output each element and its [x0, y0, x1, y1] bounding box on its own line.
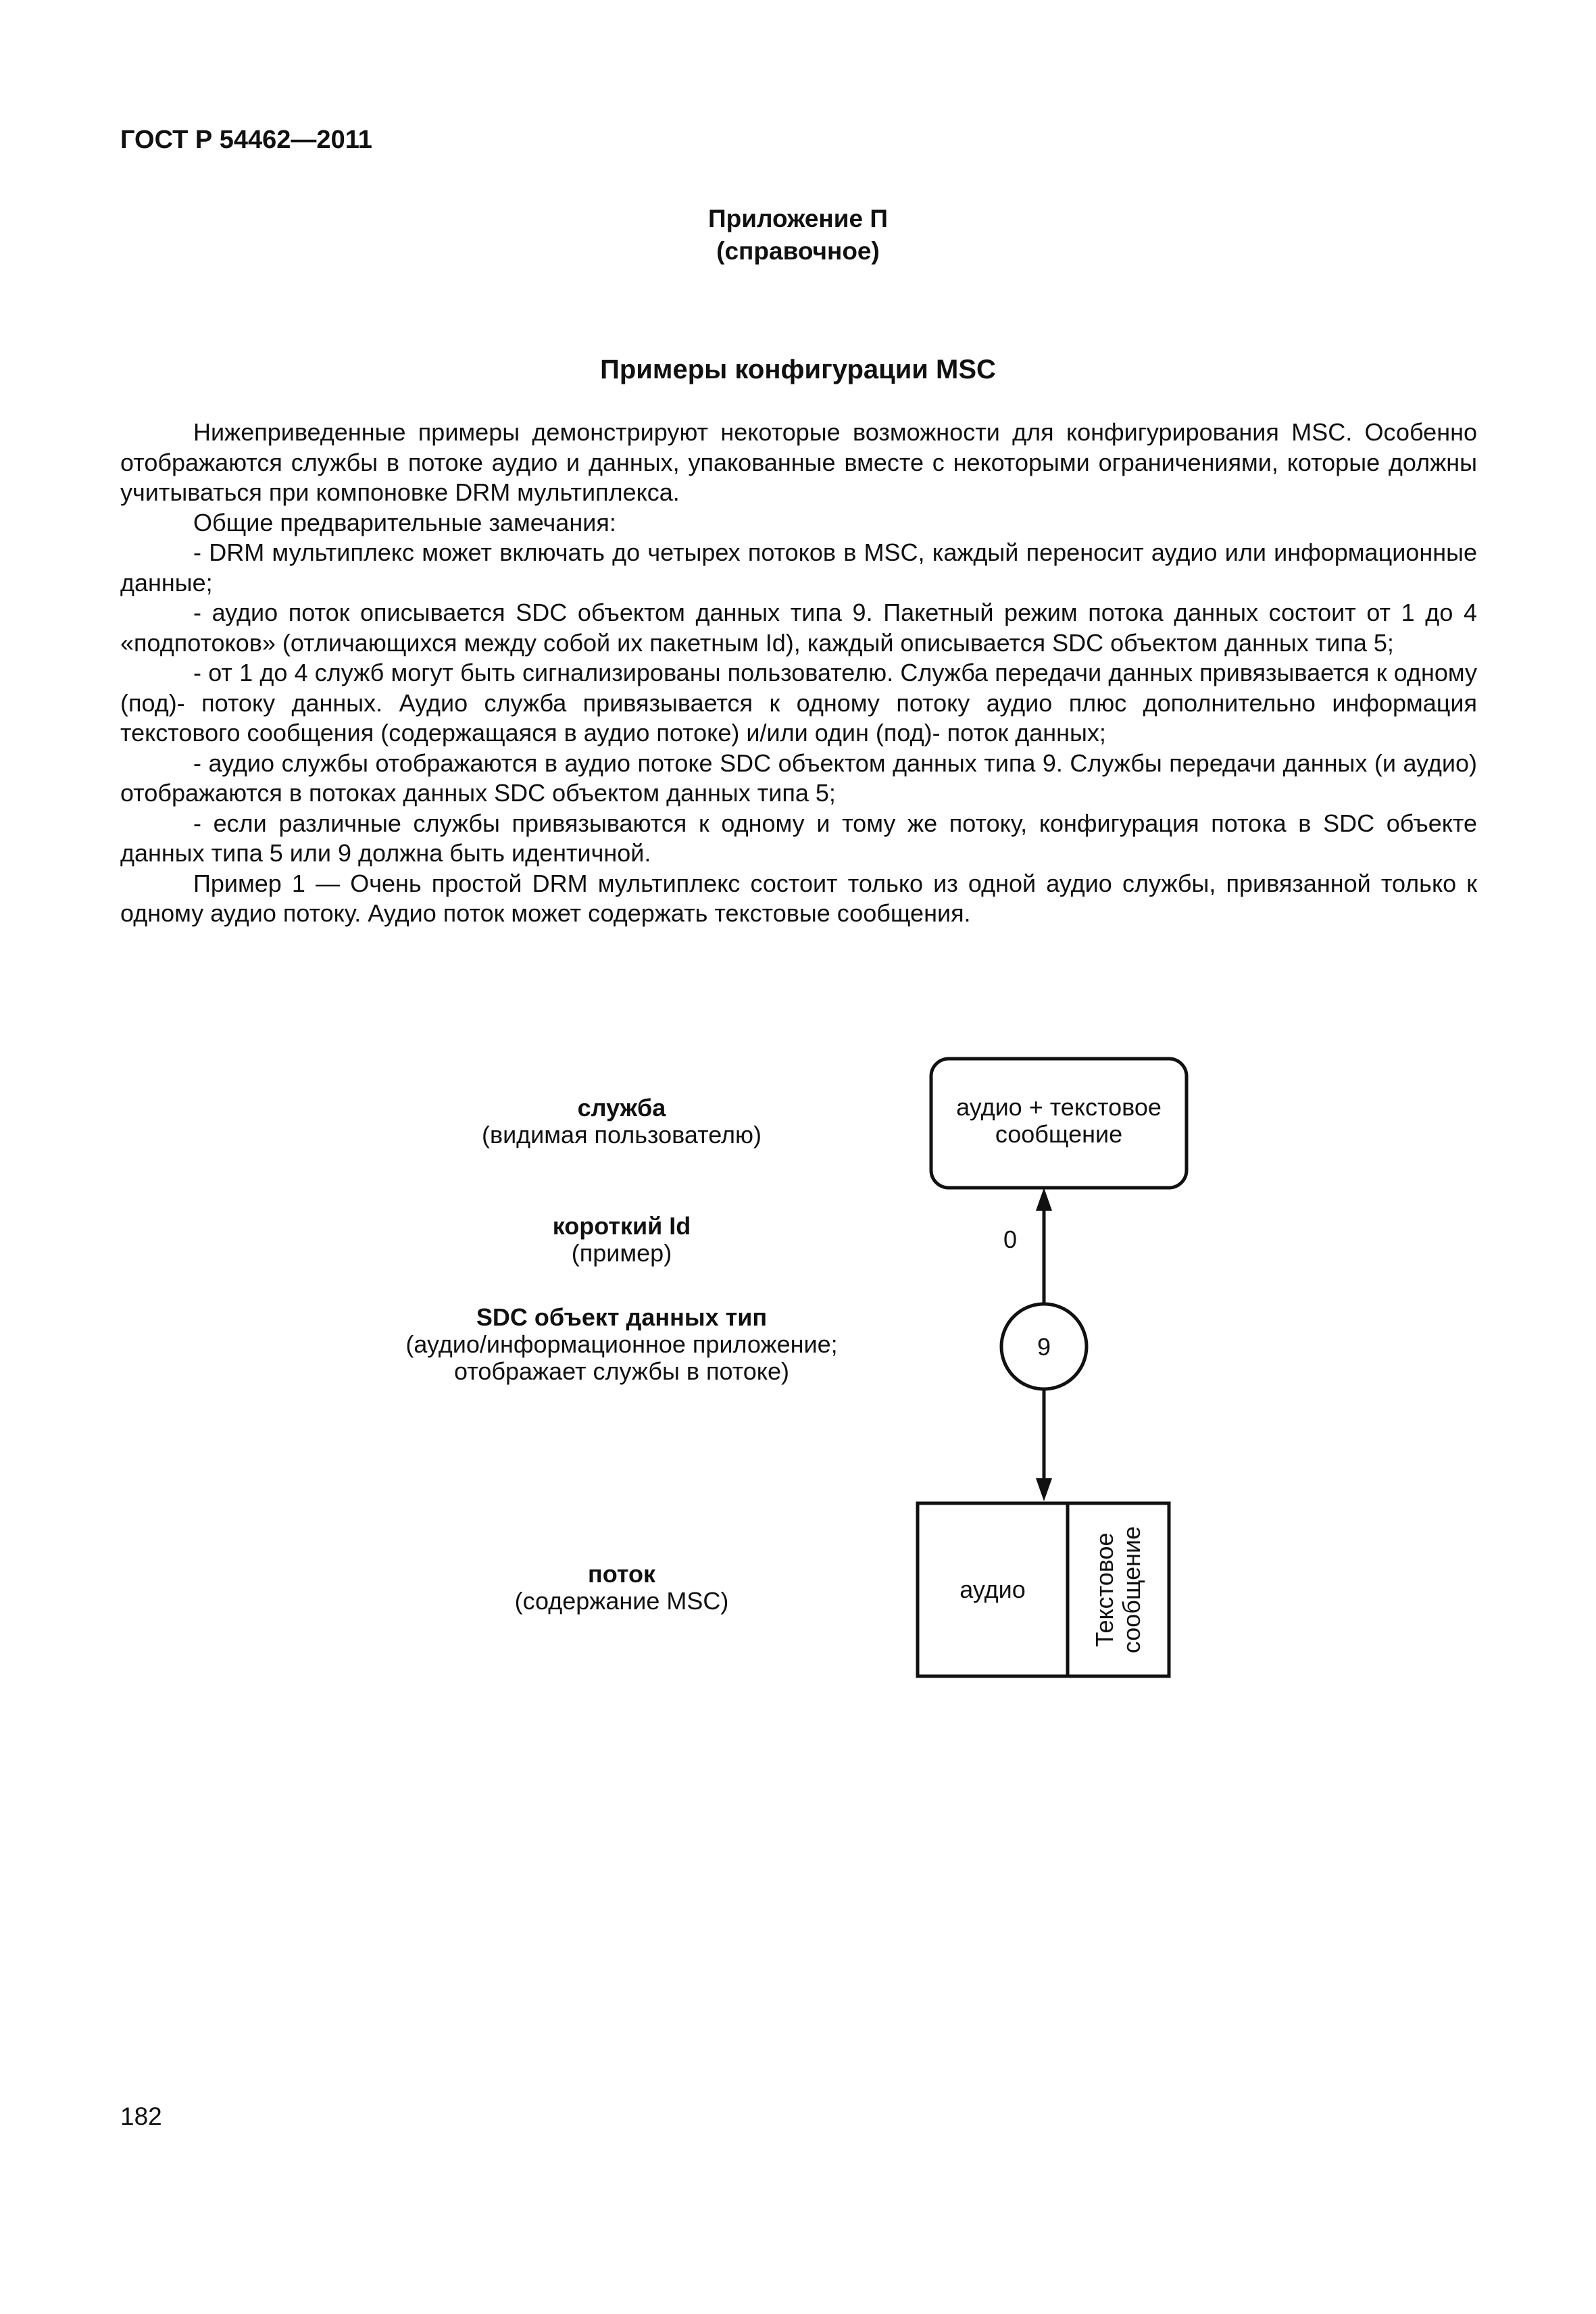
- appendix-subtitle: (справочное): [716, 237, 880, 265]
- label-sdc-type: SDC объект данных тип (аудио/информационное приложение; отображает службы в потоке): [405, 1303, 838, 1385]
- arrow-up-head: [1036, 1188, 1052, 1211]
- sdc-type-value: 9: [1037, 1333, 1051, 1361]
- label-service: служба (видимая пользователю): [481, 1094, 762, 1149]
- paragraph: Нижеприведенные примеры демонстрируют некоторые возможности для конфигурирования MSC. Особенно отображаются службы в потоке аудио и данных, упакованные вместе с некоторыми ограничениями, которые должны учитываться при компоновке DRM мультиплекса.: [120, 418, 1477, 506]
- section-title: Примеры конфигурации MSC: [600, 355, 996, 384]
- paragraph: - от 1 до 4 служб могут быть сигнализированы пользователю. Служба передачи данных привязывается к одному (под)- потоку данных. Аудио служба привязывается к одному потоку аудио плюс дополнительно информация текстового сообщения (содержащаяся в аудио потоке) и/или один (под)- поток данных;: [120, 659, 1477, 747]
- document-code: ГОСТ Р 54462—2011: [120, 126, 372, 154]
- paragraph: Пример 1 — Очень простой DRM мультиплекс состоит только из одной аудио службы, привязанной только к одному аудио потоку. Аудио поток может содержать текстовые сообщения.: [120, 869, 1477, 927]
- paragraph: - если различные службы привязываются к одному и тому же потоку, конфигурация потока в SDC объекте данных типа 5 или 9 должна быть идентичной.: [120, 809, 1477, 867]
- short-id-value: 0: [1003, 1226, 1018, 1253]
- paragraph: - аудио службы отображаются в аудио потоке SDC объектом данных типа 9. Службы передачи данных (и аудио) отображаются в потоках данных SDC объектом данных типа 5;: [120, 749, 1477, 807]
- stream-audio-label: аудио: [959, 1576, 1026, 1603]
- service-box-label: аудио + текстовое сообщение: [956, 1093, 1162, 1148]
- paragraph: - DRM мультиплекс может включать до четырех потоков в MSC, каждый переносит аудио или информационные данные;: [120, 538, 1477, 597]
- label-stream: поток (содержание MSC): [514, 1560, 729, 1615]
- page-number: 182: [120, 2103, 162, 2130]
- stream-text-message-label: Текстовое сообщение: [1091, 1526, 1145, 1654]
- label-short-id: короткий Id (пример): [552, 1212, 691, 1267]
- arrow-down-head: [1036, 1478, 1052, 1501]
- appendix-title: Приложение П: [708, 205, 888, 232]
- paragraph: Общие предварительные замечания:: [193, 508, 616, 536]
- paragraph: - аудио поток описывается SDC объектом данных типа 9. Пакетный режим потока данных состоит от 1 до 4 «подпотоков» (отличающихся между собой их пакетным Id), каждый описывается SDC объектом данных типа 5;: [120, 599, 1477, 657]
